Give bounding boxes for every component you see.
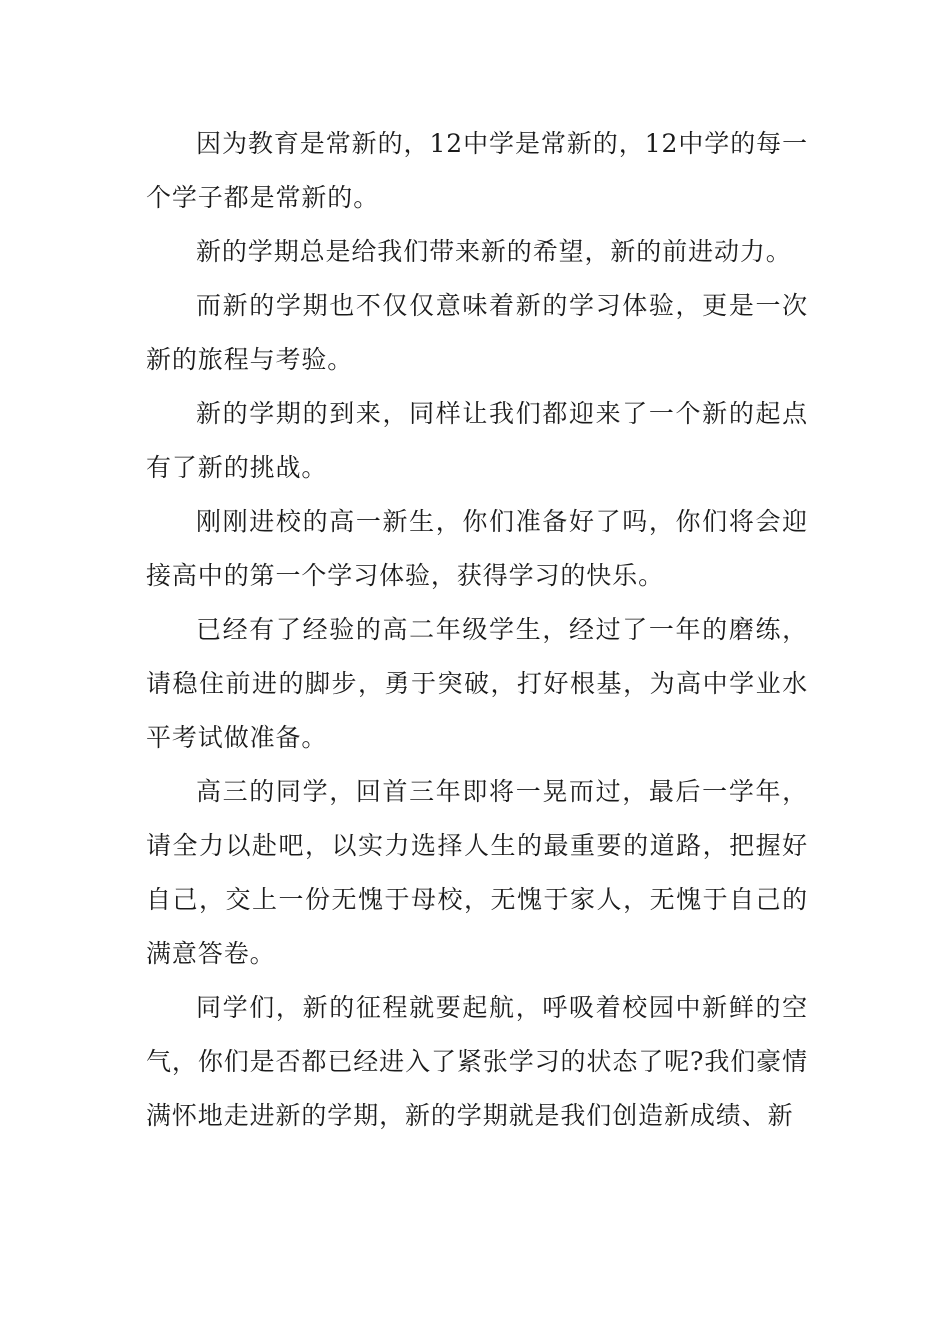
- paragraph-1: 因为教育是常新的，12中学是常新的，12中学的每一个学子都是常新的。: [146, 129, 808, 212]
- paragraph-3: 而新的学期也不仅仅意味着新的学习体验，更是一次新的旅程与考验。: [146, 291, 808, 374]
- paragraph-6: 已经有了经验的高二年级学生，经过了一年的磨练，请稳住前进的脚步，勇于突破，打好根基，为高中学业水平考试做准备。: [146, 615, 808, 752]
- paragraph-5: 刚刚进校的高一新生，你们准备好了吗，你们将会迎接高中的第一个学习体验，获得学习的快乐。: [146, 507, 808, 590]
- paragraph-2: 新的学期总是给我们带来新的希望，新的前进动力。: [196, 237, 792, 266]
- paragraph-8: 同学们，新的征程就要起航，呼吸着校园中新鲜的空气，你们是否都已经进入了紧张学习的状态了呢?我们豪情满怀地走进新的学期，新的学期就是我们创造新成绩、新: [146, 993, 808, 1130]
- document-body: [146, 117, 808, 1143]
- paragraph-4: 新的学期的到来，同样让我们都迎来了一个新的起点有了新的挑战。: [146, 399, 808, 482]
- paragraph-7: 高三的同学，回首三年即将一晃而过，最后一学年，请全力以赴吧，以实力选择人生的最重要的道路，把握好自己，交上一份无愧于母校，无愧于家人，无愧于自己的满意答卷。: [146, 777, 808, 968]
